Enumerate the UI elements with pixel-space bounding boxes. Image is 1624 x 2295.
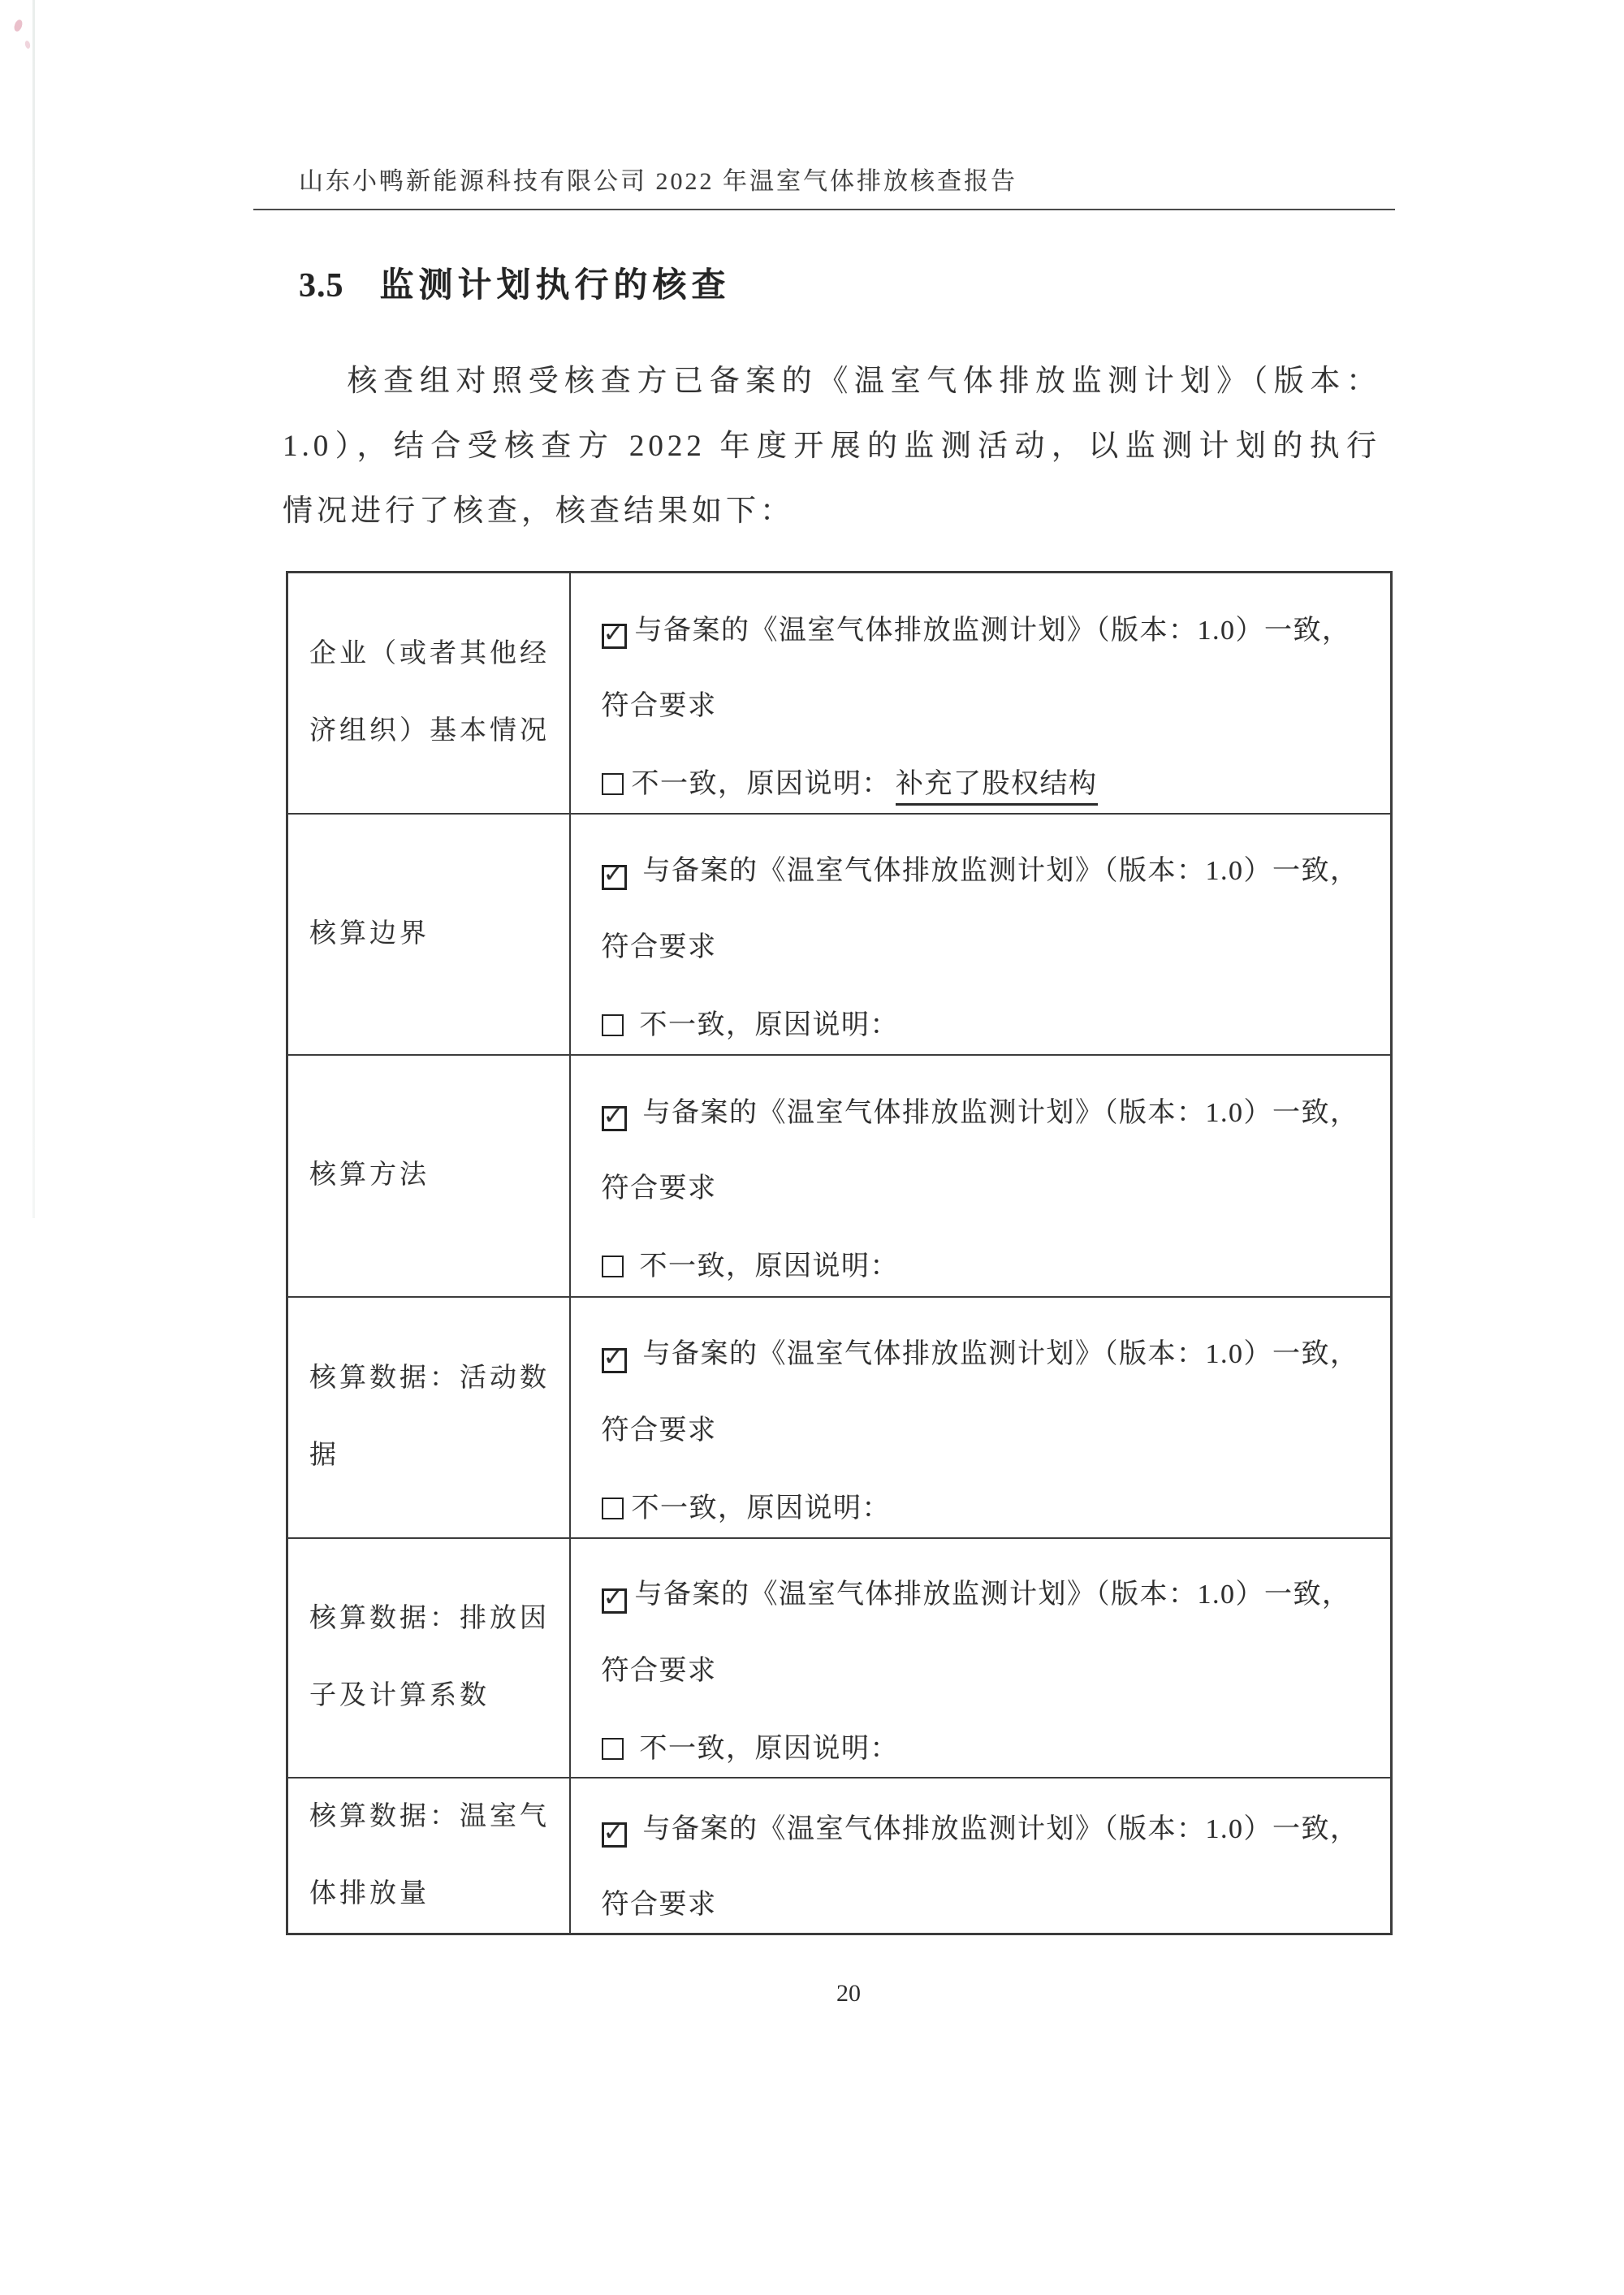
paragraph-line: 1.0），结合受核查方 2022 年度开展的监测活动，以监测计划的执行 bbox=[283, 430, 1380, 463]
unchecked-checkbox-icon bbox=[602, 1014, 624, 1036]
fit-requirement-text: 符合要求 bbox=[601, 1890, 717, 1921]
agree-line bbox=[602, 1096, 1383, 1132]
disagree-line bbox=[602, 767, 1383, 802]
disagree-text: 不一致，原因说明： bbox=[631, 1493, 891, 1524]
table-row bbox=[287, 1055, 1392, 1297]
fit-requirement-text: 符合要求 bbox=[601, 691, 717, 721]
agree-text: 与备案的《温室气体排放监测计划》（版本：1.0）一致， bbox=[642, 856, 1359, 887]
row-detail-cell bbox=[570, 1297, 1392, 1538]
disagree-text: 不一致，原因说明： bbox=[639, 1733, 899, 1764]
checked-checkbox-icon: ✓ bbox=[602, 1822, 627, 1848]
agree-line bbox=[602, 854, 1383, 890]
row-detail-cell bbox=[570, 814, 1392, 1055]
agree-line bbox=[602, 1338, 1383, 1373]
paragraph-line: 情况进行了核查，核查结果如下： bbox=[283, 495, 794, 528]
unchecked-checkbox-icon bbox=[602, 1498, 624, 1519]
agree-text: 与备案的《温室气体排放监测计划》（版本：1.0）一致， bbox=[634, 615, 1351, 646]
disagree-line bbox=[602, 1250, 1383, 1284]
agree-line bbox=[602, 1813, 1383, 1848]
fit-requirement-text: 符合要求 bbox=[601, 1415, 717, 1446]
checked-checkbox-icon: ✓ bbox=[602, 1588, 627, 1614]
section-number: 3.5 bbox=[299, 267, 344, 305]
disagree-line bbox=[602, 1492, 1383, 1526]
row-category-label: 核算方法 bbox=[287, 1055, 570, 1297]
fit-requirement-text: 符合要求 bbox=[601, 931, 717, 962]
row-category-label: 核算数据：活动数据 bbox=[287, 1297, 570, 1538]
row-detail-cell bbox=[570, 1778, 1392, 1934]
agree-text: 与备案的《温室气体排放监测计划》（版本：1.0）一致， bbox=[634, 1580, 1351, 1610]
checked-checkbox-icon: ✓ bbox=[602, 865, 627, 890]
agree-text: 与备案的《温室气体排放监测计划》（版本：1.0）一致， bbox=[642, 1097, 1359, 1128]
row-category-label: 核算数据：排放因子及计算系数 bbox=[287, 1538, 570, 1778]
disagree-text: 不一致，原因说明： bbox=[631, 769, 891, 799]
section-heading bbox=[299, 258, 731, 307]
table-row bbox=[287, 1538, 1392, 1778]
agree-text: 与备案的《温室气体排放监测计划》（版本：1.0）一致， bbox=[642, 1339, 1359, 1370]
scan-artifact-speck bbox=[24, 40, 31, 49]
row-category-label: 企业（或者其他经济组织）基本情况 bbox=[287, 573, 570, 814]
table-row bbox=[287, 573, 1392, 814]
page-number: 20 bbox=[836, 1980, 861, 2007]
row-category-label: 核算数据：温室气体排放量 bbox=[287, 1778, 570, 1934]
disagree-text: 不一致，原因说明： bbox=[639, 1009, 899, 1040]
disagree-line bbox=[602, 1732, 1383, 1766]
disagree-line bbox=[602, 1009, 1383, 1043]
scan-artifact-speck bbox=[13, 19, 24, 32]
page-header bbox=[253, 161, 1395, 210]
monitoring-plan-check-table bbox=[286, 571, 1393, 1935]
header-title: 山东小鸭新能源科技有限公司 2022 年温室气体排放核查报告 bbox=[299, 168, 1017, 195]
unchecked-checkbox-icon bbox=[602, 1738, 624, 1760]
agree-line bbox=[602, 1578, 1383, 1614]
row-category-label: 核算边界 bbox=[287, 814, 570, 1055]
table-row bbox=[287, 814, 1392, 1055]
agree-line bbox=[602, 614, 1383, 650]
checked-checkbox-icon: ✓ bbox=[602, 624, 627, 649]
disagree-text: 不一致，原因说明： bbox=[639, 1251, 899, 1282]
paragraph-line: 核查组对照受核查方已备案的《温室气体排放监测计划》（版本： bbox=[347, 365, 1380, 398]
unchecked-checkbox-icon bbox=[602, 1256, 624, 1277]
checked-checkbox-icon: ✓ bbox=[602, 1348, 627, 1373]
fit-requirement-text: 符合要求 bbox=[601, 1173, 717, 1204]
intro-paragraph bbox=[283, 349, 1380, 544]
row-detail-cell bbox=[570, 1055, 1392, 1297]
table-row bbox=[287, 1297, 1392, 1538]
disagree-note-underlined: 补充了股权结构 bbox=[896, 769, 1098, 806]
table-row bbox=[287, 1778, 1392, 1934]
row-detail-cell bbox=[570, 1538, 1392, 1778]
agree-text: 与备案的《温室气体排放监测计划》（版本：1.0）一致， bbox=[642, 1813, 1359, 1844]
unchecked-checkbox-icon bbox=[602, 773, 624, 795]
scan-artifact-line bbox=[32, 0, 35, 1218]
row-detail-cell bbox=[570, 573, 1392, 814]
fit-requirement-text: 符合要求 bbox=[601, 1655, 717, 1686]
section-title: 监测计划执行的核查 bbox=[379, 267, 731, 305]
checked-checkbox-icon: ✓ bbox=[602, 1106, 627, 1131]
